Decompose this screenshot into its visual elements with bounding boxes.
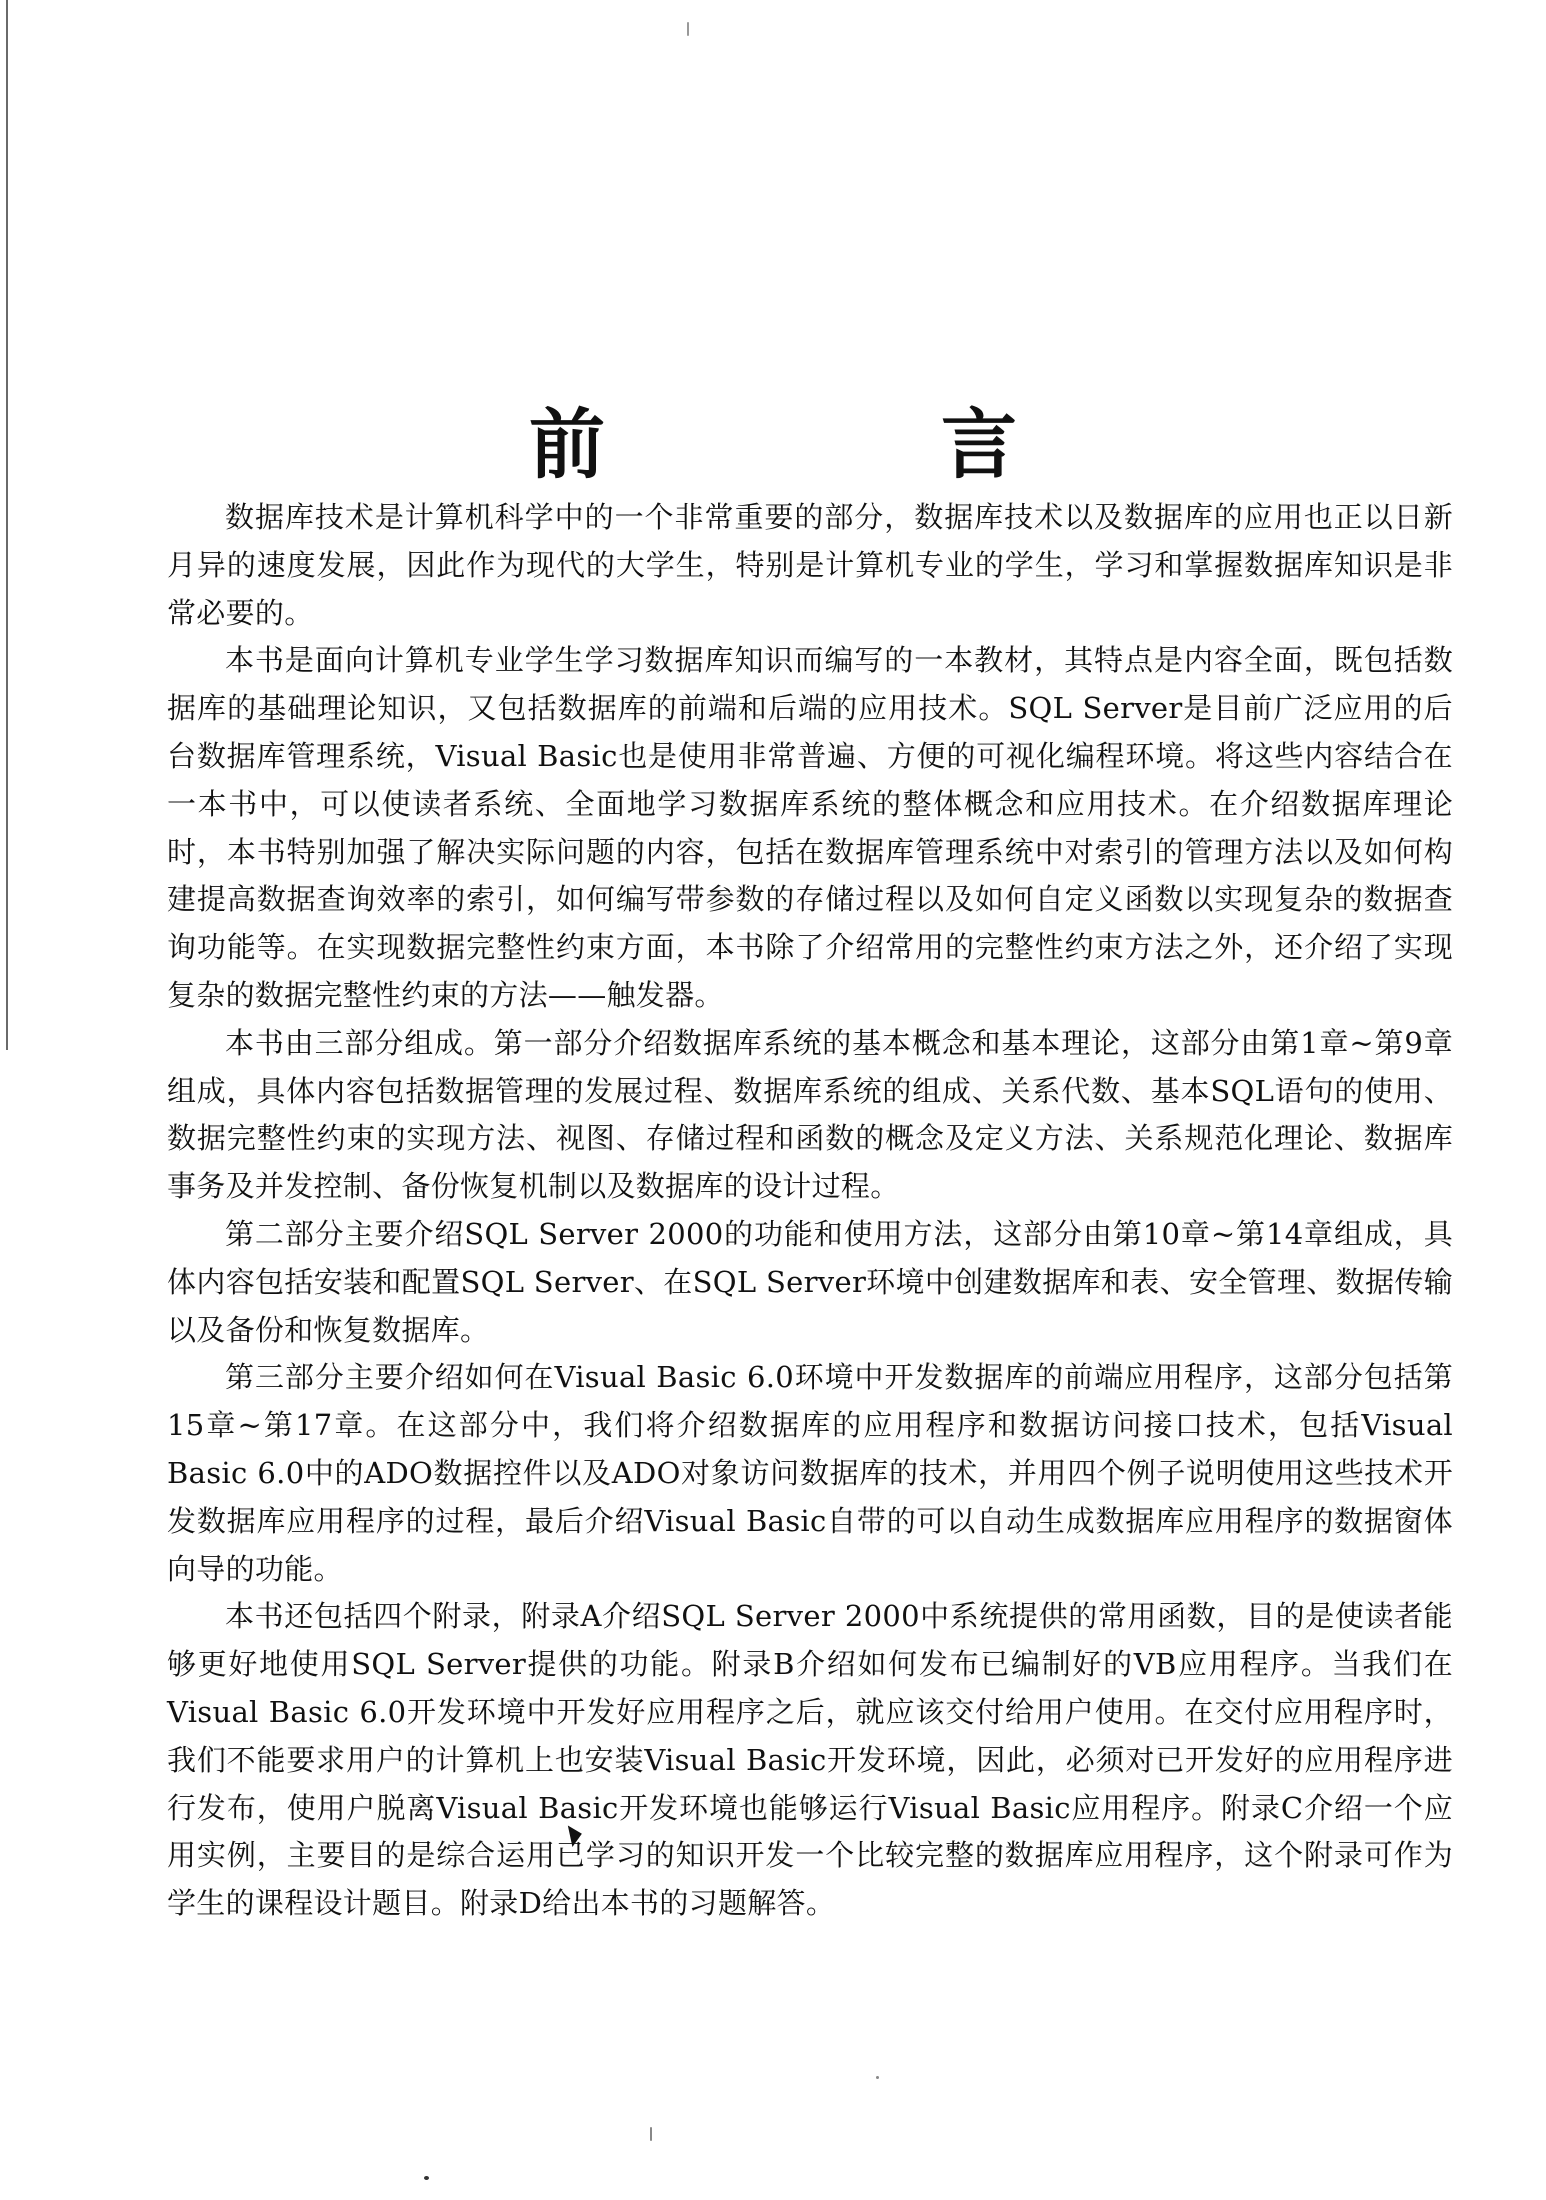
scan-binding-edge [6,0,8,1050]
paragraph-6: 本书还包括四个附录，附录A介绍SQL Server 2000中系统提供的常用函数，目的是使读者能够更好地使用SQL Server提供的功能。附录B介绍如何发布已编制好的VB应用程序。当我们在Visual Basic 6.0开发环境中开发好应用程序之后，就应该交付给用户使用。在交付应用程序时，我们不能要求用户的计算机上也安装Visual Basic开发环境，因此，必须对已开发好的应用程序进行发布，使用户脱离Visual Basic开发环境也能够运行Visual Basic应用程序。附录C介绍一个应用实例，主要目的是综合运用已学习的知识开发一个比较完整的数据库应用程序，这个附录可作为学生的课程设计题目。附录D给出本书的习题解答。 [167,1599,1453,1921]
page-title: 前 言 [529,399,1147,489]
paragraph-5: 第三部分主要介绍如何在Visual Basic 6.0环境中开发数据库的前端应用程序，这部分包括第15章~第17章。在这部分中，我们将介绍数据库的应用程序和数据访问接口技术，包括Visual Basic 6.0中的ADO数据控件以及ADO对象访问数据库的技术，并用四个例子说明使用这些技术开发数据库应用程序的过程，最后介绍Visual Basic自带的可以自动生成数据库应用程序的数据窗体向导的功能。 [167,1360,1453,1586]
paragraph-2: 本书是面向计算机专业学生学习数据库知识而编写的一本教材，其特点是内容全面，既包括数据库的基础理论知识，又包括数据库的前端和后端的应用技术。SQL Server是目前广泛应用的后台数据库管理系统，Visual Basic也是使用非常普遍、方便的可视化编程环境。将这些内容结合在一本书中，可以使读者系统、全面地学习数据库系统的整体概念和应用技术。在介绍数据库理论时，本书特别加强了解决实际问题的内容，包括在数据库管理系统中对索引的管理方法以及如何构建提高数据查询效率的索引，如何编写带参数的存储过程以及如何自定义函数以实现复杂的数据查询功能等。在实现数据完整性约束方面，本书除了介绍常用的完整性约束方法之外，还介绍了实现复杂的数据完整性约束的方法——触发器。 [167,643,1453,1012]
paragraph-4: 第二部分主要介绍SQL Server 2000的功能和使用方法，这部分由第10章~第14章组成，具体内容包括安装和配置SQL Server、在SQL Server环境中创建数据库和表、安全管理、数据传输以及备份和恢复数据库。 [167,1216,1453,1347]
paragraph-3: 本书由三部分组成。第一部分介绍数据库系统的基本概念和基本理论，这部分由第1章~第9章组成，具体内容包括数据管理的发展过程、数据库系统的组成、关系代数、基本SQL语句的使用、数据完整性约束的实现方法、视图、存储过程和函数的概念及定义方法、关系规范化理论、数据库事务及并发控制、备份恢复机制以及数据库的设计过程。 [167,1025,1453,1204]
scan-speck [424,2176,429,2180]
paragraph-1: 数据库技术是计算机科学中的一个非常重要的部分，数据库技术以及数据库的应用也正以日新月异的速度发展，因此作为现代的大学生，特别是计算机专业的学生，学习和掌握数据库知识是非常必要的。 [167,500,1453,630]
scan-speck [876,2076,879,2079]
scan-speck [650,2127,652,2141]
preface-body [167,494,1453,1928]
scan-speck [687,22,689,36]
